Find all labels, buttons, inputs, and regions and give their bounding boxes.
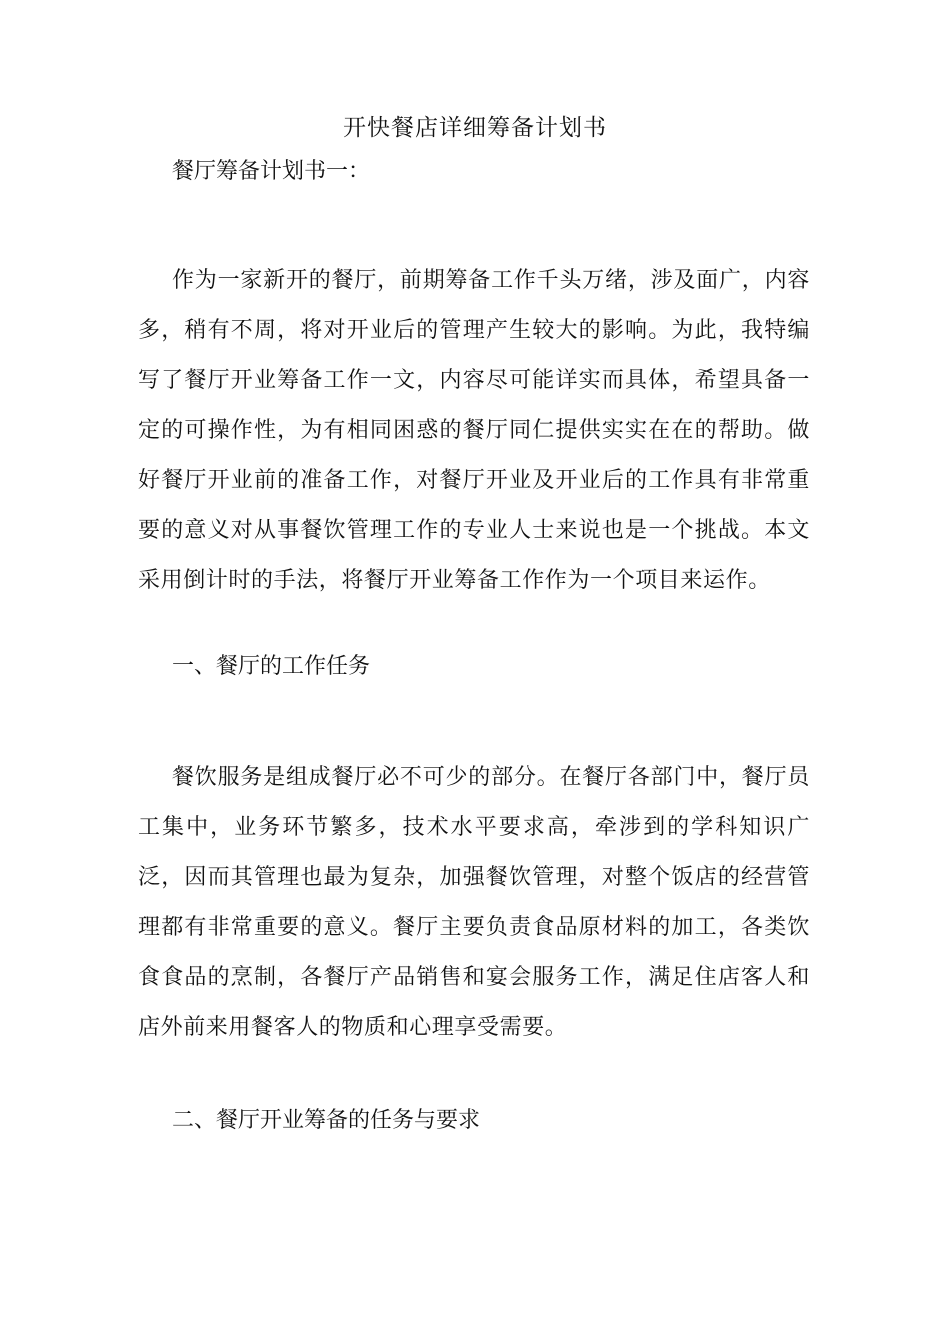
document-subtitle: 餐厅筹备计划书一： <box>172 159 371 184</box>
section-heading-work-tasks: 一、餐厅的工作任务 <box>172 654 371 679</box>
document-title: 开快餐店详细筹备计划书 <box>343 115 607 141</box>
work-tasks-paragraph: 餐饮服务是组成餐厅必不可少的部分。在餐厅各部门中，餐厅员工集中，业务环节繁多，技术水平要求高，牵涉到的学科知识广泛，因而其管理也最为复杂，加强餐饮管理，对整个饭店的经营管理都有非常重要的意义。餐厅主要负责食品原材料的加工，各类饮食食品的烹制，各餐厅产品销售和宴会服务工作，满足住店客人和店外前来用餐客人的物质和心理享受需要。 <box>138 765 810 1040</box>
section-heading-preparation-requirements: 二、餐厅开业筹备的任务与要求 <box>172 1108 481 1133</box>
intro-paragraph: 作为一家新开的餐厅，前期筹备工作千头万绪，涉及面广，内容多，稍有不周，将对开业后的管理产生较大的影响。为此，我特编写了餐厅开业筹备工作一文，内容尽可能详实而具体，希望具备一定的可操作性，为有相同困惑的餐厅同仁提供实实在在的帮助。做好餐厅开业前的准备工作，对餐厅开业及开业后的工作具有非常重要的意义对从事餐饮管理工作的专业人士来说也是一个挑战。本文采用倒计时的手法，将餐厅开业筹备工作作为一个项目来运作。 <box>138 268 810 593</box>
